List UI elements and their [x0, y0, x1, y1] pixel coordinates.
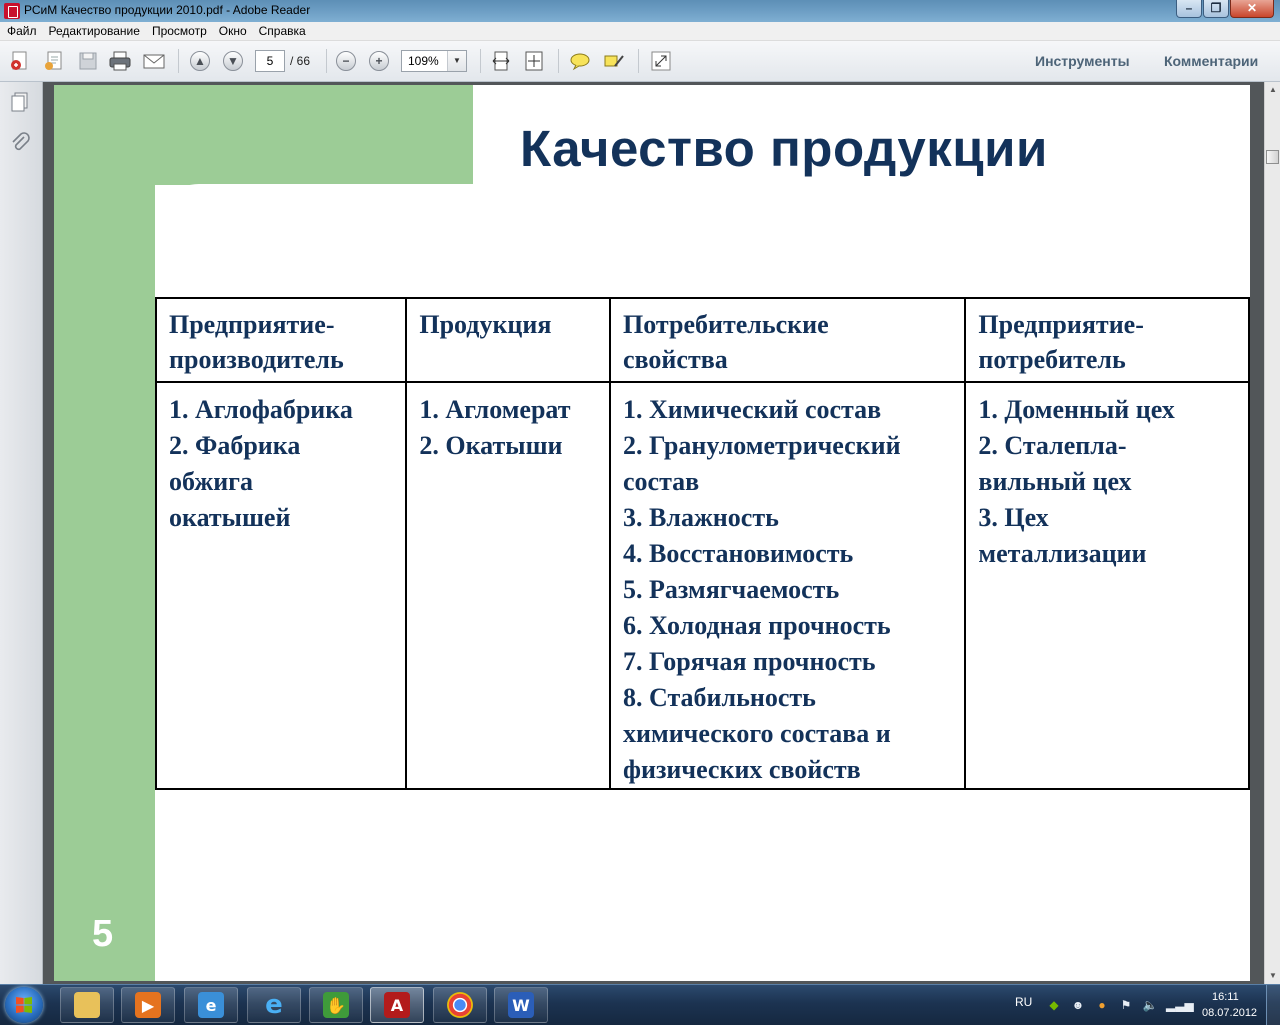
- arrow-up-icon: ▲: [190, 51, 210, 71]
- plus-icon: +: [369, 51, 389, 71]
- start-button[interactable]: [5, 987, 43, 1023]
- save-icon: [77, 50, 99, 72]
- header-consumer: [965, 298, 1249, 382]
- email-button[interactable]: [142, 49, 166, 73]
- media-player-icon: ▶: [135, 992, 161, 1018]
- maximize-button[interactable]: [1203, 0, 1229, 18]
- minimize-icon: –: [1185, 1, 1193, 15]
- list-item: обжига: [169, 467, 253, 496]
- export-pdf-icon: [43, 50, 65, 72]
- taskbar-ie-pinned[interactable]: [184, 987, 238, 1023]
- fit-page-button[interactable]: [522, 49, 546, 73]
- slide-title: Качество продукции: [520, 120, 1048, 177]
- header-producer: [156, 298, 406, 382]
- attachments-button[interactable]: [9, 132, 31, 154]
- list-item: металлизации: [978, 539, 1147, 568]
- print-button[interactable]: [108, 49, 132, 73]
- fit-width-button[interactable]: [489, 49, 513, 73]
- action-center-icon[interactable]: ⚑: [1120, 998, 1132, 1012]
- clock-date[interactable]: 08.07.2012: [1202, 1007, 1258, 1019]
- list-item: 8. Стабильность: [623, 683, 816, 712]
- taskbar-app-green[interactable]: [309, 987, 363, 1023]
- header-properties: [610, 298, 965, 382]
- list-item: 3. Влажность: [623, 503, 779, 532]
- header-line: Предприятие-: [169, 310, 335, 339]
- pdf-page: [54, 85, 1250, 981]
- cell-producers: [156, 382, 406, 789]
- scroll-down-icon[interactable]: ▼: [1269, 971, 1277, 980]
- header-line: Потребительские: [623, 310, 829, 339]
- list-item: 4. Восстановимость: [623, 539, 854, 568]
- chevron-down-icon[interactable]: ▼: [447, 51, 466, 71]
- menu-help[interactable]: Справка: [258, 24, 306, 38]
- taskbar: [0, 984, 1280, 1025]
- menu-view[interactable]: Просмотр: [151, 24, 207, 38]
- show-desktop-button[interactable]: [1266, 985, 1280, 1025]
- pdf-icon: A: [384, 992, 410, 1018]
- vertical-scrollbar[interactable]: [1264, 82, 1280, 984]
- word-icon: W: [508, 992, 534, 1018]
- tools-pane-button[interactable]: Инструменты: [1035, 53, 1130, 69]
- minimize-button[interactable]: [1176, 0, 1202, 18]
- cell-properties: [610, 382, 965, 789]
- page-number-input[interactable]: [255, 50, 285, 72]
- add-note-button[interactable]: [568, 49, 592, 73]
- nvidia-icon[interactable]: ◆: [1049, 998, 1059, 1012]
- list-item: 6. Холодная прочность: [623, 611, 891, 640]
- window-controls: [1175, 0, 1274, 20]
- page-count: / 66: [290, 54, 311, 68]
- fit-width-icon: [490, 50, 512, 72]
- next-page-button[interactable]: [221, 49, 245, 73]
- taskbar-chrome[interactable]: [433, 987, 487, 1023]
- list-item: 2. Окатыши: [419, 431, 563, 460]
- cell-products: [406, 382, 610, 789]
- zoom-in-button[interactable]: [367, 49, 391, 73]
- list-item: 2. Гранулометрический: [623, 431, 901, 460]
- taskbar-explorer[interactable]: [60, 987, 114, 1023]
- fit-page-icon: [523, 50, 545, 72]
- arrow-down-icon: ▼: [223, 51, 243, 71]
- speech-bubble-icon: [569, 50, 591, 72]
- highlighter-icon: [603, 50, 625, 72]
- navigation-pane: [0, 82, 43, 984]
- cell-consumers: [965, 382, 1249, 789]
- list-item: физических свойств: [623, 755, 861, 784]
- close-button[interactable]: [1230, 0, 1274, 18]
- create-pdf-button[interactable]: [8, 49, 32, 73]
- folder-icon: [74, 992, 100, 1018]
- hand-icon: ✋: [323, 992, 349, 1018]
- menu-edit[interactable]: Редактирование: [48, 24, 140, 38]
- clock-time[interactable]: 16:11: [1212, 991, 1239, 1003]
- list-item: 3. Цех: [978, 503, 1049, 532]
- list-item: 1. Аглофабрика: [169, 395, 353, 424]
- toolbar-separator: [178, 49, 179, 73]
- menu-bar: [0, 22, 1280, 41]
- scrollbar-thumb[interactable]: [1266, 150, 1279, 164]
- taskbar-media-player[interactable]: [121, 987, 175, 1023]
- list-item: вильный цех: [978, 467, 1132, 496]
- network-icon[interactable]: ▂▃▅: [1166, 998, 1194, 1012]
- language-indicator[interactable]: RU: [1015, 995, 1033, 1009]
- zoom-value: 109%: [408, 54, 439, 68]
- header-line: Продукция: [419, 310, 552, 339]
- create-pdf-icon: [9, 50, 31, 72]
- toolbar-separator: [638, 49, 639, 73]
- scroll-up-icon[interactable]: ▲: [1269, 85, 1277, 94]
- page-thumbnails-button[interactable]: [9, 90, 31, 112]
- windows-logo-icon: [16, 997, 32, 1013]
- list-item: окатышей: [169, 503, 291, 532]
- adobe-reader-icon: [4, 3, 20, 19]
- header-line: Предприятие-: [978, 310, 1144, 339]
- print-icon: [108, 50, 132, 72]
- paperclip-icon: [9, 132, 31, 154]
- chrome-icon: [447, 992, 473, 1018]
- table-row: [156, 382, 1249, 789]
- comments-pane-button[interactable]: Комментарии: [1164, 53, 1259, 69]
- header-line: потребитель: [978, 345, 1126, 374]
- edit-pdf-button[interactable]: [42, 49, 66, 73]
- toolbar-separator: [558, 49, 559, 73]
- full-screen-button[interactable]: [649, 49, 673, 73]
- list-item: 5. Размягчаемость: [623, 575, 840, 604]
- pages-icon: [9, 90, 31, 112]
- list-item: состав: [623, 467, 700, 496]
- security-icon[interactable]: ☻: [1071, 998, 1085, 1012]
- slide-green-band: [54, 85, 155, 981]
- table-header-row: [156, 298, 1249, 382]
- window-title: РСиМ Качество продукции 2010.pdf - Adobe Reader: [24, 3, 311, 17]
- list-item: 1. Агломерат: [419, 395, 571, 424]
- maximize-icon: ❐: [1210, 1, 1222, 15]
- list-item: химического состава и: [623, 719, 891, 748]
- previous-page-button[interactable]: [188, 49, 212, 73]
- update-icon[interactable]: ●: [1098, 998, 1106, 1012]
- header-line: свойства: [623, 345, 728, 374]
- list-item: 1. Химический состав: [623, 395, 882, 424]
- internet-explorer-icon: e: [265, 990, 283, 1020]
- save-button[interactable]: [76, 49, 100, 73]
- minus-icon: −: [336, 51, 356, 71]
- menu-file[interactable]: Файл: [7, 24, 37, 38]
- header-product: [406, 298, 610, 382]
- toolbar-separator: [326, 49, 327, 73]
- list-item: 2. Сталепла-: [978, 431, 1127, 460]
- list-item: 1. Доменный цех: [978, 395, 1175, 424]
- title-bar: [0, 0, 1280, 22]
- list-item: 2. Фабрика: [169, 431, 301, 460]
- taskbar-internet-explorer[interactable]: [247, 987, 301, 1023]
- close-icon: ✕: [1246, 1, 1258, 15]
- header-line: производитель: [169, 345, 344, 374]
- browser-icon: e: [198, 992, 224, 1018]
- volume-icon[interactable]: 🔈: [1142, 998, 1158, 1012]
- zoom-out-button[interactable]: [334, 49, 358, 73]
- taskbar-adobe-reader[interactable]: [370, 987, 424, 1023]
- quality-table: [155, 297, 1250, 790]
- email-icon: [142, 50, 166, 72]
- toolbar-separator: [480, 49, 481, 73]
- highlight-button[interactable]: [602, 49, 626, 73]
- expand-icon: [650, 50, 672, 72]
- zoom-select[interactable]: [401, 50, 467, 72]
- slide-green-header: [54, 85, 473, 185]
- slide-page-number: 5: [92, 913, 114, 955]
- list-item: 7. Горячая прочность: [623, 647, 876, 676]
- taskbar-word[interactable]: [494, 987, 548, 1023]
- menu-window[interactable]: Окно: [218, 24, 247, 38]
